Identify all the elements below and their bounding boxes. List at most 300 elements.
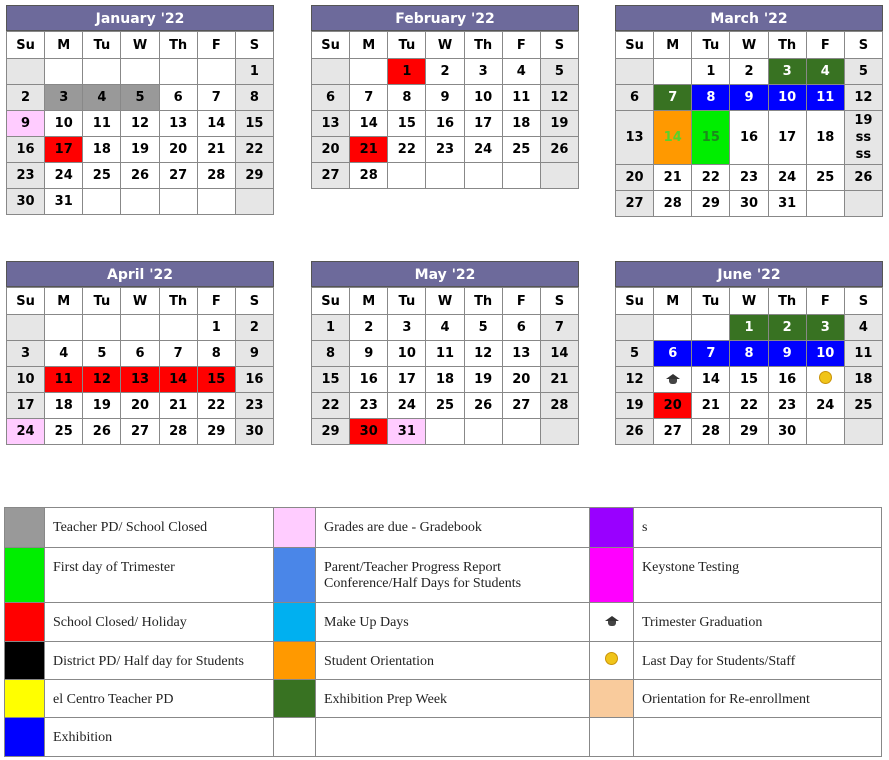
- week-row: [616, 59, 883, 85]
- weekday-header: Su: [7, 288, 45, 315]
- day-cell: 22: [388, 137, 426, 163]
- legend-swatch: [590, 718, 634, 757]
- day-cell: 12: [121, 111, 159, 137]
- weekday-header: Su: [312, 32, 350, 59]
- day-cell: [159, 189, 197, 215]
- legend-icon-cell: [590, 642, 634, 680]
- day-cell: [45, 315, 83, 341]
- day-cell: 3: [388, 315, 426, 341]
- day-cell: 9: [235, 341, 273, 367]
- weekday-header: Th: [159, 288, 197, 315]
- week-row: [312, 137, 579, 163]
- weekday-header: S: [540, 288, 578, 315]
- day-cell: 21: [540, 367, 578, 393]
- legend-label: Keystone Testing: [634, 548, 882, 603]
- week-row: [7, 59, 274, 85]
- day-cell: [7, 315, 45, 341]
- day-cell: 5: [540, 59, 578, 85]
- day-cell: 29: [692, 191, 730, 217]
- legend-row: [5, 718, 882, 757]
- day-cell: 12: [844, 85, 882, 111]
- day-cell: 22: [692, 165, 730, 191]
- weekday-header: W: [121, 32, 159, 59]
- weekday-header: W: [426, 32, 464, 59]
- day-cell: 22: [312, 393, 350, 419]
- day-cell: 17: [45, 137, 83, 163]
- day-cell: 27: [159, 163, 197, 189]
- day-cell: 31: [768, 191, 806, 217]
- day-cell: 7: [692, 341, 730, 367]
- day-cell: 11: [502, 85, 540, 111]
- day-cell: 11: [426, 341, 464, 367]
- day-cell: 5: [121, 85, 159, 111]
- legend-label: s: [634, 508, 882, 548]
- day-cell: [83, 189, 121, 215]
- day-cell: 16: [768, 367, 806, 393]
- day-cell: 10: [768, 85, 806, 111]
- day-cell: 21: [654, 165, 692, 191]
- month-title: March '22: [615, 5, 883, 31]
- day-cell: 1: [388, 59, 426, 85]
- day-cell: 14: [540, 341, 578, 367]
- day-cell: 27: [654, 419, 692, 445]
- weekday-header: Tu: [692, 288, 730, 315]
- day-cell: 28: [692, 419, 730, 445]
- legend-swatch: [5, 680, 45, 718]
- day-cell: 5: [616, 341, 654, 367]
- day-cell: 6: [654, 341, 692, 367]
- day-cell: [654, 367, 692, 393]
- day-cell: [464, 419, 502, 445]
- day-cell: 9: [426, 85, 464, 111]
- legend-table: [4, 507, 882, 757]
- sun-icon: [605, 652, 618, 665]
- day-cell: 25: [844, 393, 882, 419]
- day-cell: 14: [654, 111, 692, 165]
- week-row: [7, 111, 274, 137]
- day-cell: 25: [806, 165, 844, 191]
- day-cell: 25: [83, 163, 121, 189]
- weekday-header: Th: [768, 288, 806, 315]
- day-cell: [806, 367, 844, 393]
- day-cell: 7: [350, 85, 388, 111]
- day-cell: 8: [312, 341, 350, 367]
- week-row: [312, 315, 579, 341]
- day-cell: 9: [730, 85, 768, 111]
- week-row: [312, 111, 579, 137]
- day-cell: 6: [502, 315, 540, 341]
- day-cell: 23: [7, 163, 45, 189]
- day-cell: 2: [730, 59, 768, 85]
- legend-label: Student Orientation: [316, 642, 590, 680]
- weekday-header: Tu: [83, 32, 121, 59]
- day-cell: 16: [350, 367, 388, 393]
- legend-label: [634, 718, 882, 757]
- day-cell: 18: [844, 367, 882, 393]
- legend-label: [316, 718, 590, 757]
- day-cell: 11: [45, 367, 83, 393]
- day-cell: 16: [426, 111, 464, 137]
- day-cell: 22: [197, 393, 235, 419]
- day-cell: [83, 59, 121, 85]
- day-cell: 8: [730, 341, 768, 367]
- day-cell: 15: [388, 111, 426, 137]
- day-cell: 24: [7, 419, 45, 445]
- day-cell: 11: [844, 341, 882, 367]
- legend-label: Make Up Days: [316, 603, 590, 642]
- legend-label: Trimester Graduation: [634, 603, 882, 642]
- sun-icon: [819, 371, 832, 384]
- weekday-header: F: [502, 288, 540, 315]
- day-cell: 2: [235, 315, 273, 341]
- day-cell: [121, 189, 159, 215]
- day-cell: 1: [730, 315, 768, 341]
- weekday-header: Th: [464, 32, 502, 59]
- weekday-header: F: [502, 32, 540, 59]
- graduation-cap-icon: [605, 616, 619, 625]
- day-cell: 10: [7, 367, 45, 393]
- day-cell: 23: [235, 393, 273, 419]
- day-cell: 29: [312, 419, 350, 445]
- week-row: [312, 393, 579, 419]
- day-cell: 2: [426, 59, 464, 85]
- day-cell: 23: [768, 393, 806, 419]
- legend-swatch: [274, 508, 316, 548]
- day-cell: 17: [388, 367, 426, 393]
- day-cell: 27: [312, 163, 350, 189]
- day-cell: 17: [7, 393, 45, 419]
- day-cell: 12: [540, 85, 578, 111]
- day-cell: 24: [806, 393, 844, 419]
- weekday-header: F: [806, 32, 844, 59]
- weekday-header: S: [235, 32, 273, 59]
- week-row: [312, 341, 579, 367]
- week-row: [616, 191, 883, 217]
- day-cell: 19: [540, 111, 578, 137]
- legend-label: District PD/ Half day for Students: [45, 642, 274, 680]
- day-cell: 4: [83, 85, 121, 111]
- day-cell: 30: [350, 419, 388, 445]
- weekday-header: W: [121, 288, 159, 315]
- month-title: January '22: [6, 5, 274, 31]
- day-cell: [426, 163, 464, 189]
- day-cell: 27: [121, 419, 159, 445]
- week-row: [7, 163, 274, 189]
- day-cell: 11: [83, 111, 121, 137]
- day-cell: 16: [235, 367, 273, 393]
- legend-label: First day of Trimester: [45, 548, 274, 603]
- legend-label: Orientation for Re-enrollment: [634, 680, 882, 718]
- day-cell: 29: [235, 163, 273, 189]
- day-cell: 4: [806, 59, 844, 85]
- day-cell: [235, 189, 273, 215]
- day-cell: 2: [768, 315, 806, 341]
- day-cell: 12: [616, 367, 654, 393]
- day-cell: 15: [730, 367, 768, 393]
- day-cell: [616, 59, 654, 85]
- day-cell: 14: [159, 367, 197, 393]
- day-cell: 6: [121, 341, 159, 367]
- legend-swatch: [5, 718, 45, 757]
- weekday-header: W: [730, 288, 768, 315]
- day-cell: 26: [616, 419, 654, 445]
- day-cell: 17: [464, 111, 502, 137]
- day-cell: 28: [159, 419, 197, 445]
- day-cell: 21: [159, 393, 197, 419]
- graduation-cap-icon: [666, 374, 680, 383]
- day-cell: 28: [350, 163, 388, 189]
- day-cell: 29: [197, 419, 235, 445]
- day-cell: 8: [197, 341, 235, 367]
- day-cell: [616, 315, 654, 341]
- day-cell: 20: [502, 367, 540, 393]
- day-cell: 13: [312, 111, 350, 137]
- week-row: [616, 85, 883, 111]
- month-title: April '22: [6, 261, 274, 287]
- weekday-header: Th: [464, 288, 502, 315]
- day-cell: 23: [426, 137, 464, 163]
- day-cell: 15: [197, 367, 235, 393]
- day-cell: [844, 191, 882, 217]
- day-cell: 31: [45, 189, 83, 215]
- legend-swatch: [590, 548, 634, 603]
- day-cell: [806, 191, 844, 217]
- day-cell: 26: [540, 137, 578, 163]
- day-cell: [121, 59, 159, 85]
- legend-label: Exhibition Prep Week: [316, 680, 590, 718]
- day-cell: 4: [45, 341, 83, 367]
- week-row: [7, 367, 274, 393]
- day-cell: 6: [616, 85, 654, 111]
- day-cell: 21: [350, 137, 388, 163]
- day-cell: 1: [197, 315, 235, 341]
- weekday-header: M: [45, 32, 83, 59]
- month-calendar: [6, 261, 274, 445]
- week-row: [7, 315, 274, 341]
- day-cell: 13: [121, 367, 159, 393]
- legend-label: Last Day for Students/Staff: [634, 642, 882, 680]
- day-cell: 19: [464, 367, 502, 393]
- day-cell: [654, 59, 692, 85]
- day-cell: 24: [768, 165, 806, 191]
- day-cell: 9: [7, 111, 45, 137]
- day-cell: [350, 59, 388, 85]
- month-calendar: [615, 5, 883, 217]
- day-cell: 21: [197, 137, 235, 163]
- day-cell: [464, 163, 502, 189]
- weekday-header: Tu: [388, 288, 426, 315]
- legend-swatch: [274, 718, 316, 757]
- day-cell: 29: [730, 419, 768, 445]
- day-cell: [121, 315, 159, 341]
- legend-swatch: [5, 642, 45, 680]
- weekday-header: Th: [768, 32, 806, 59]
- day-cell: 30: [730, 191, 768, 217]
- day-cell: 7: [159, 341, 197, 367]
- weekday-header: W: [426, 288, 464, 315]
- weekday-header: Su: [616, 288, 654, 315]
- day-cell: [83, 315, 121, 341]
- month-title: May '22: [311, 261, 579, 287]
- day-cell: 3: [806, 315, 844, 341]
- week-row: [7, 85, 274, 111]
- legend-row: [5, 642, 882, 680]
- week-row: [7, 393, 274, 419]
- week-row: [7, 341, 274, 367]
- day-cell: 13: [616, 111, 654, 165]
- day-cell: 24: [388, 393, 426, 419]
- day-cell: 9: [350, 341, 388, 367]
- day-cell: 3: [45, 85, 83, 111]
- day-cell: 15: [312, 367, 350, 393]
- weekday-header: Tu: [388, 32, 426, 59]
- day-cell: 28: [654, 191, 692, 217]
- day-number: 19 ss ss: [854, 113, 873, 162]
- day-cell: [388, 163, 426, 189]
- day-cell: 1: [312, 315, 350, 341]
- weekday-header: S: [540, 32, 578, 59]
- day-cell: 24: [464, 137, 502, 163]
- week-row: [616, 165, 883, 191]
- legend-swatch: [274, 603, 316, 642]
- week-row: [7, 189, 274, 215]
- day-cell: 5: [844, 59, 882, 85]
- day-cell: 15: [692, 111, 730, 165]
- day-cell: 16: [730, 111, 768, 165]
- day-cell: 14: [692, 367, 730, 393]
- legend-row: [5, 680, 882, 718]
- weekday-header: M: [350, 32, 388, 59]
- legend-swatch: [274, 642, 316, 680]
- legend-swatch: [274, 680, 316, 718]
- day-cell: 18: [426, 367, 464, 393]
- weekday-header: M: [654, 288, 692, 315]
- legend-label: School Closed/ Holiday: [45, 603, 274, 642]
- week-row: [7, 137, 274, 163]
- day-cell: [844, 419, 882, 445]
- weekday-header: Tu: [692, 32, 730, 59]
- week-row: [312, 85, 579, 111]
- week-row: [7, 419, 274, 445]
- day-cell: 10: [464, 85, 502, 111]
- legend-row: [5, 548, 882, 603]
- weekday-header: M: [350, 288, 388, 315]
- day-cell: 10: [388, 341, 426, 367]
- day-cell: 28: [197, 163, 235, 189]
- day-cell: 4: [502, 59, 540, 85]
- month-title: February '22: [311, 5, 579, 31]
- day-cell: 18: [45, 393, 83, 419]
- day-cell: [540, 163, 578, 189]
- week-row: [312, 163, 579, 189]
- day-cell: [692, 315, 730, 341]
- week-row: [616, 419, 883, 445]
- day-cell: 1: [235, 59, 273, 85]
- day-cell: 11: [806, 85, 844, 111]
- day-cell: 5: [83, 341, 121, 367]
- day-cell: 7: [197, 85, 235, 111]
- day-cell: 10: [806, 341, 844, 367]
- week-row: [312, 419, 579, 445]
- legend-swatch: [5, 548, 45, 603]
- legend-row: [5, 603, 882, 642]
- month-title: June '22: [615, 261, 883, 287]
- day-cell: 18: [83, 137, 121, 163]
- month-calendar: [615, 261, 883, 445]
- day-cell: 7: [540, 315, 578, 341]
- weekday-header: S: [844, 288, 882, 315]
- day-cell: 6: [312, 85, 350, 111]
- day-cell: 1: [692, 59, 730, 85]
- day-cell: 26: [464, 393, 502, 419]
- day-cell: 23: [730, 165, 768, 191]
- day-cell: [197, 59, 235, 85]
- day-cell: 2: [7, 85, 45, 111]
- day-cell: 5: [464, 315, 502, 341]
- day-cell: 4: [844, 315, 882, 341]
- week-row: [616, 111, 883, 165]
- day-cell: 19: [121, 137, 159, 163]
- day-cell: [159, 59, 197, 85]
- weekday-header: F: [197, 32, 235, 59]
- day-cell: [654, 315, 692, 341]
- day-cell: 21: [692, 393, 730, 419]
- day-cell: 24: [45, 163, 83, 189]
- day-cell: [844, 111, 882, 165]
- legend-swatch: [5, 603, 45, 642]
- day-cell: [7, 59, 45, 85]
- day-cell: 30: [7, 189, 45, 215]
- weekday-header: Su: [7, 32, 45, 59]
- legend-label: Teacher PD/ School Closed: [45, 508, 274, 548]
- month-calendar: [6, 5, 274, 215]
- weekday-header: Su: [616, 32, 654, 59]
- legend-label: Parent/Teacher Progress Report Conference/Half Days for Students: [316, 548, 590, 603]
- day-cell: [806, 419, 844, 445]
- weekday-header: Su: [312, 288, 350, 315]
- day-cell: [502, 163, 540, 189]
- day-cell: 22: [730, 393, 768, 419]
- weekday-header: F: [806, 288, 844, 315]
- legend-label: Exhibition: [45, 718, 274, 757]
- day-cell: 26: [844, 165, 882, 191]
- legend-swatch: [590, 680, 634, 718]
- week-row: [616, 367, 883, 393]
- weekday-header: M: [654, 32, 692, 59]
- day-cell: 20: [654, 393, 692, 419]
- day-cell: 31: [388, 419, 426, 445]
- day-cell: 3: [768, 59, 806, 85]
- day-cell: [45, 59, 83, 85]
- day-cell: 12: [464, 341, 502, 367]
- day-cell: 13: [159, 111, 197, 137]
- legend-row: [5, 508, 882, 548]
- week-row: [616, 393, 883, 419]
- legend-label: el Centro Teacher PD: [45, 680, 274, 718]
- day-cell: 27: [502, 393, 540, 419]
- day-cell: [502, 419, 540, 445]
- day-cell: 8: [692, 85, 730, 111]
- day-cell: 6: [159, 85, 197, 111]
- legend-swatch: [274, 548, 316, 603]
- day-cell: 3: [464, 59, 502, 85]
- week-row: [616, 341, 883, 367]
- day-cell: 8: [388, 85, 426, 111]
- weekday-header: W: [730, 32, 768, 59]
- day-cell: [540, 419, 578, 445]
- day-cell: 13: [502, 341, 540, 367]
- legend-label: Grades are due - Gradebook: [316, 508, 590, 548]
